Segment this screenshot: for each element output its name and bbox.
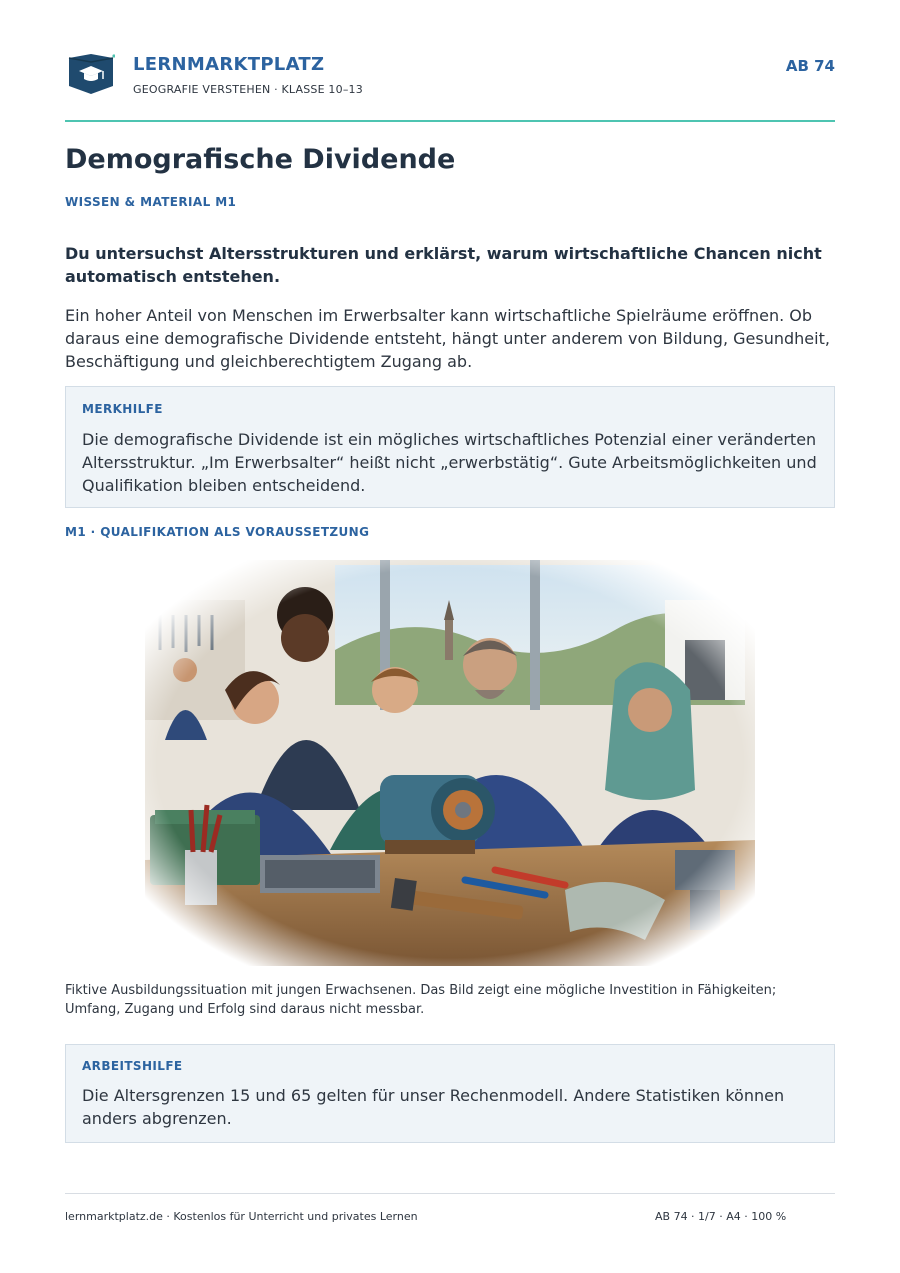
page-header — [65, 50, 835, 122]
course-subtitle: GEOGRAFIE VERSTEHEN · KLASSE 10–13 — [133, 83, 363, 96]
merkhilfe-box — [65, 386, 835, 508]
section-label: WISSEN & MATERIAL M1 — [65, 195, 237, 209]
arbeitshilfe-label: ARBEITSHILFE — [82, 1059, 183, 1073]
sheet-id: AB 74 — [785, 57, 835, 75]
workshop-illustration — [145, 560, 755, 966]
arbeitshilfe-box — [65, 1044, 835, 1143]
lead-text: Du untersuchst Altersstrukturen und erklärst, warum wirtschaftliche Chancen nicht automatisch entstehen. — [65, 244, 822, 286]
graduation-cap-icon — [67, 52, 115, 96]
arbeitshilfe-text: Die Altersgrenzen 15 und 65 gelten für unser Rechenmodell. Andere Statistiken können anders abgrenzen. — [82, 1086, 785, 1128]
brand-name: LERNMARKTPLATZ — [133, 54, 325, 75]
footer-page-info: AB 74 · 1/7 · A4 · 100 % — [655, 1210, 787, 1223]
merkhilfe-text: Die demografische Dividende ist ein mögliches wirtschaftliches Potenzial einer veränderten Altersstruktur. „Im Erwerbsalter“ heißt nicht „erwerbstätig“. Gute Arbeitsmöglichkeiten und Qualifikation bleiben entscheidend. — [82, 430, 817, 495]
footer-divider — [65, 1193, 835, 1194]
header-divider — [65, 120, 835, 122]
page-title: Demografische Dividende — [65, 144, 456, 175]
merkhilfe-label: MERKHILFE — [82, 402, 163, 416]
body-text: Ein hoher Anteil von Menschen im Erwerbsalter kann wirtschaftliche Spielräume eröffnen. Ob daraus eine demografische Dividende entsteht, hängt unter anderem von Bildung, Gesundheit, Beschäftigung und gleichberechtigtem Zugang ab. — [65, 306, 830, 371]
figure-caption: Fiktive Ausbildungssituation mit jungen Erwachsenen. Das Bild zeigt eine mögliche Investition in Fähigkeiten; Umfang, Zugang und Erfolg sind daraus nicht messbar. — [65, 983, 777, 1017]
material-label: M1 · QUALIFIKATION ALS VORAUSSETZUNG — [65, 525, 370, 539]
footer-site-link[interactable]: lernmarktplatz.de · Kostenlos für Unterricht und privates Lernen — [65, 1210, 418, 1223]
